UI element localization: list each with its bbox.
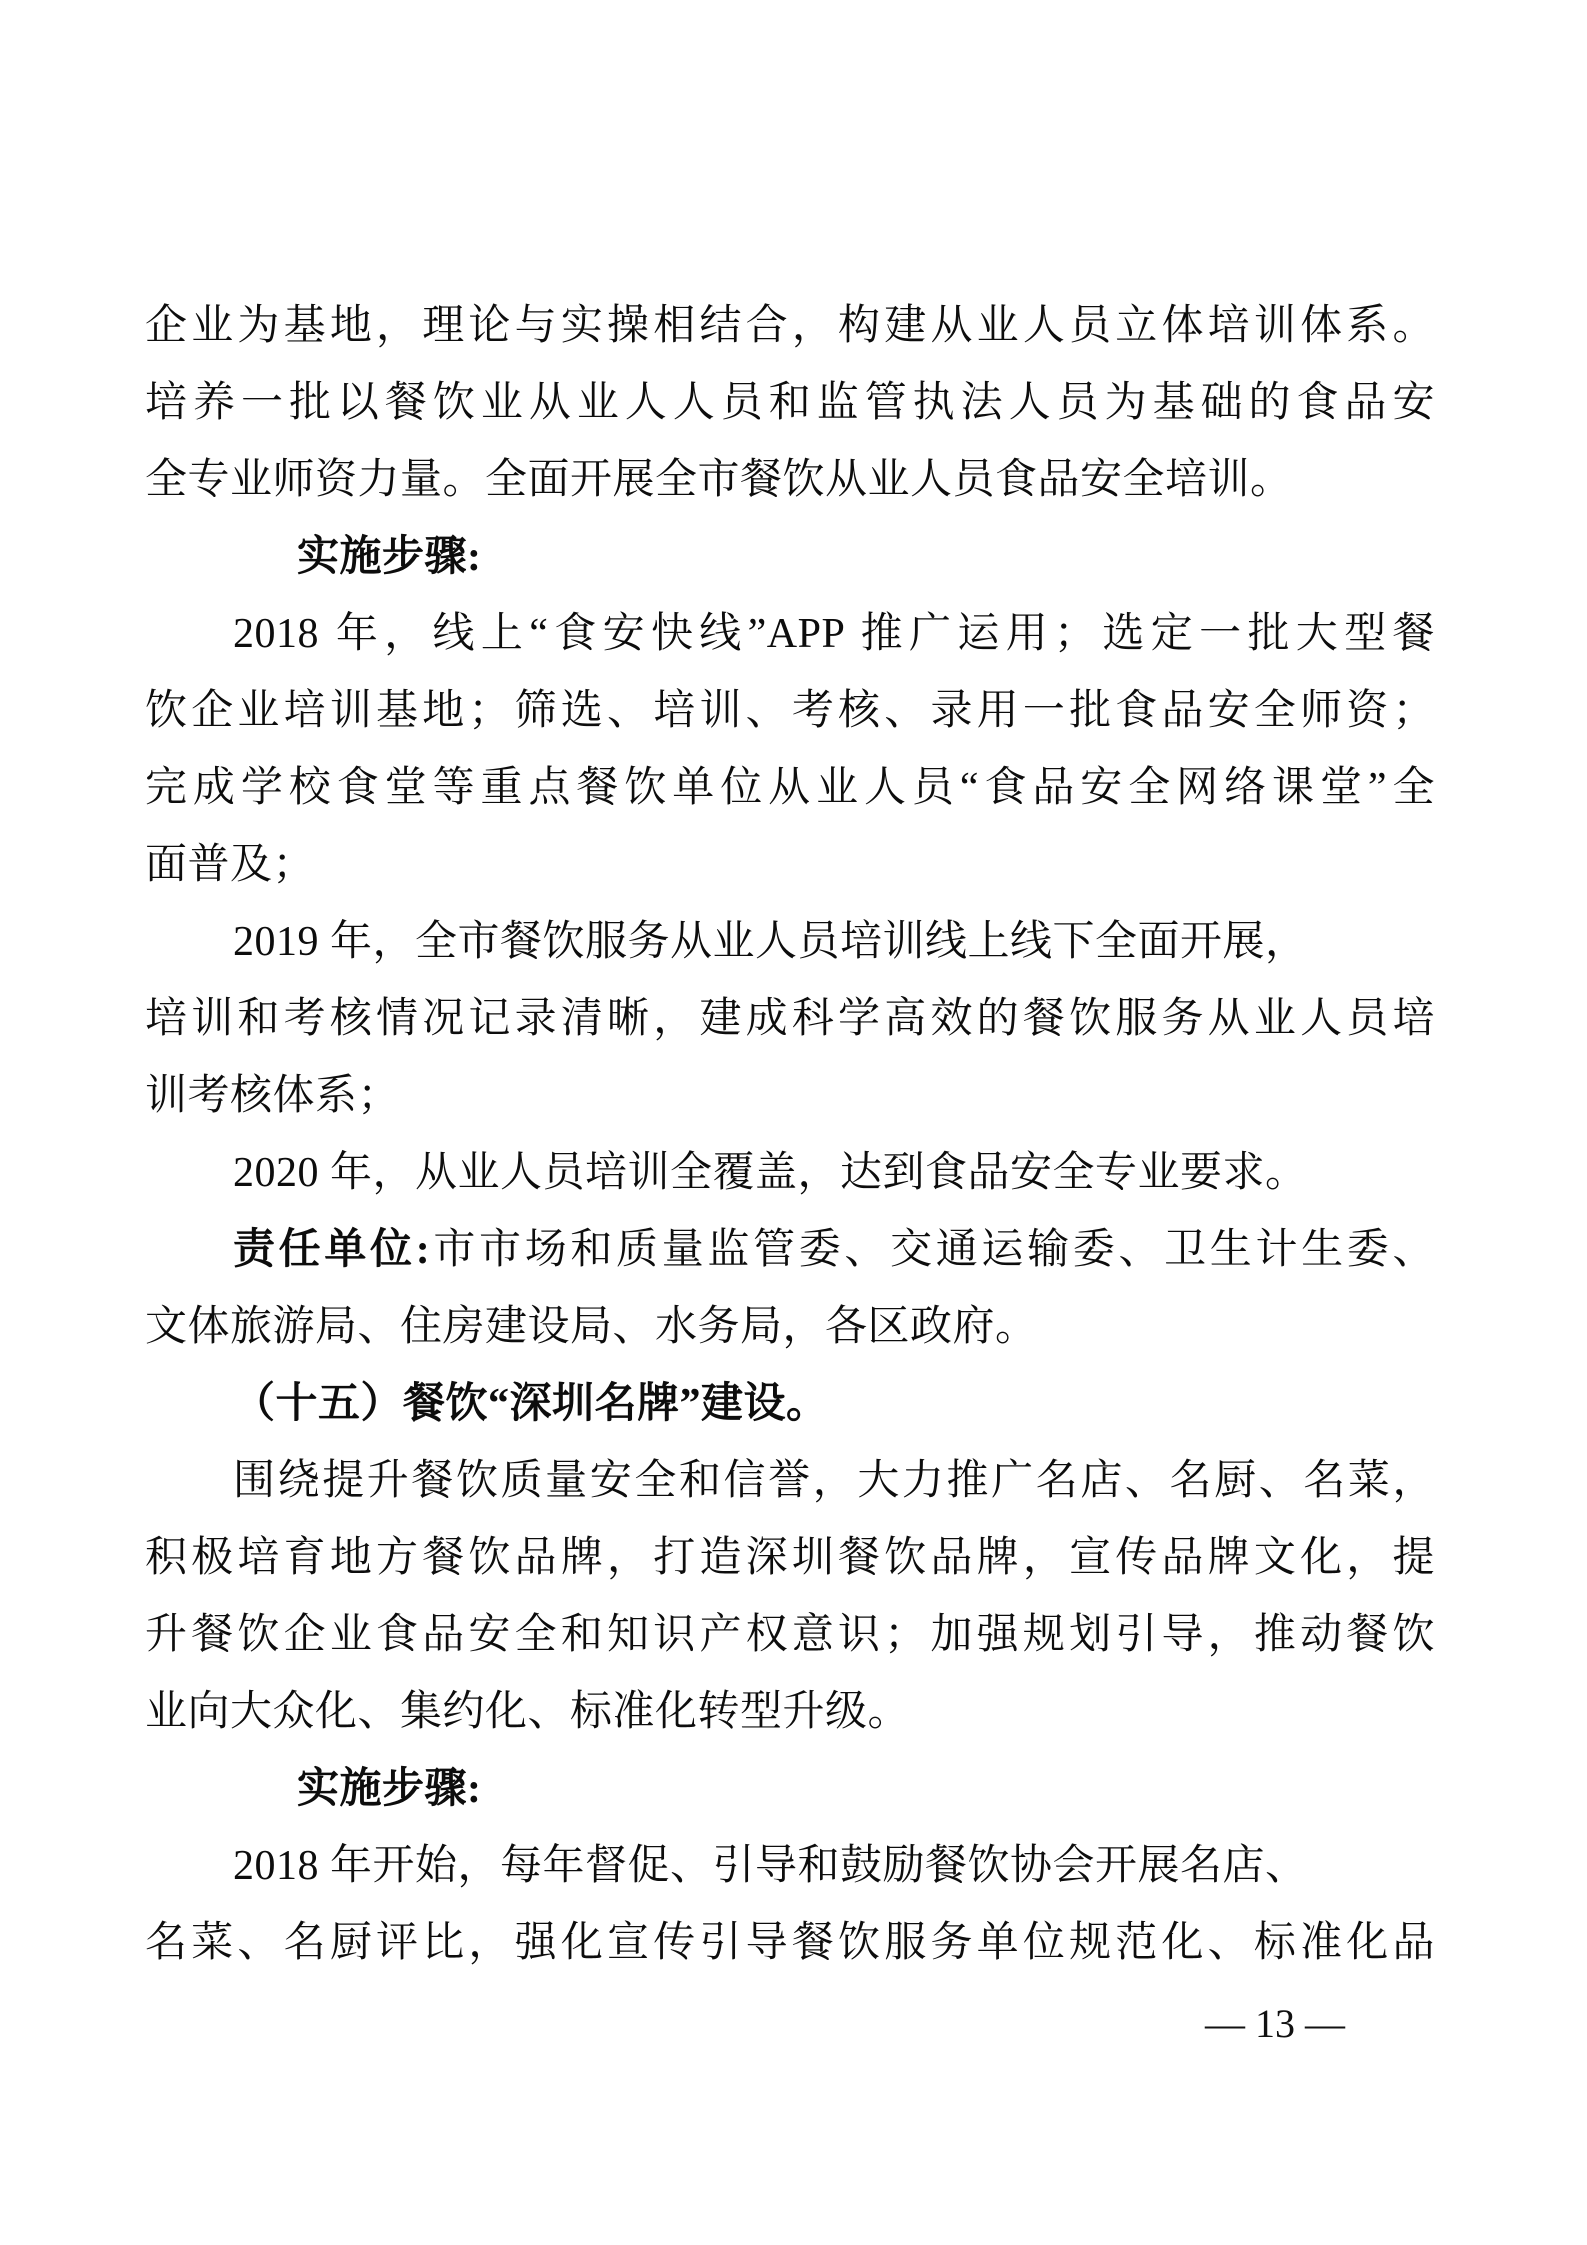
text-run: 业向大众化、集约化、标准化转型升级。 — [145, 1689, 911, 1735]
text-line — [145, 1828, 1435, 1905]
text-line — [145, 750, 1435, 827]
text-run: 2018 年，线上“食安快线”APP 推广运用；选定一批大型餐 — [233, 611, 1435, 657]
text-line — [145, 1443, 1435, 1520]
section-heading-line — [145, 1751, 1435, 1828]
text-run: 2020 年，从业人员培训全覆盖，达到食品安全专业要求。 — [233, 1150, 1308, 1196]
text-line — [145, 1212, 1435, 1289]
page-number: — 13 — — [1205, 2001, 1345, 2046]
text-line — [145, 1135, 1435, 1212]
text-run: 面普及； — [145, 842, 316, 888]
section-heading-line — [145, 519, 1435, 596]
text-run: 围绕提升餐饮质量安全和信誉，大力推广名店、名厨、名菜， — [233, 1458, 1435, 1504]
text-run: 市市场和质量监管委、交通运输委、卫生计生委、 — [430, 1227, 1435, 1273]
text-line — [145, 904, 1435, 981]
bold-text-run: 实施步骤: — [297, 534, 482, 580]
text-line — [145, 1597, 1435, 1674]
text-run: 文体旅游局、住房建设局、水务局，各区政府。 — [145, 1304, 1038, 1350]
bold-text-run: 责任单位: — [233, 1227, 431, 1273]
body-text — [145, 288, 1435, 1982]
text-run: 积极培育地方餐饮品牌，打造深圳餐饮品牌，宣传品牌文化，提 — [145, 1535, 1435, 1581]
text-run: 饮企业培训基地；筛选、培训、考核、录用一批食品安全师资； — [145, 688, 1435, 734]
text-line — [145, 673, 1435, 750]
text-run: 升餐饮企业食品安全和知识产权意识；加强规划引导，推动餐饮 — [145, 1612, 1435, 1658]
text-line — [145, 1289, 1435, 1366]
text-line — [145, 288, 1435, 365]
text-line — [145, 1058, 1435, 1135]
text-line — [145, 365, 1435, 442]
text-line — [145, 1674, 1435, 1751]
text-run: 2018 年开始，每年督促、引导和鼓励餐饮协会开展名店、 — [233, 1843, 1308, 1889]
text-line — [145, 1520, 1435, 1597]
text-line — [145, 1905, 1435, 1982]
text-run: 全专业师资力量。全面开展全市餐饮从业人员食品安全培训。 — [145, 457, 1293, 503]
text-run: 企业为基地，理论与实操相结合，构建从业人员立体培训体系。 — [145, 303, 1435, 349]
text-line — [145, 1366, 1435, 1443]
text-run: 名菜、名厨评比，强化宣传引导餐饮服务单位规范化、标准化品 — [145, 1920, 1435, 1966]
text-line — [145, 596, 1435, 673]
text-run: 训考核体系； — [145, 1073, 401, 1119]
bold-text-run: （十五）餐饮“深圳名牌”建设。 — [233, 1381, 829, 1427]
text-line — [145, 981, 1435, 1058]
text-run: 完成学校食堂等重点餐饮单位从业人员“食品安全网络课堂”全 — [145, 765, 1435, 811]
text-run: 培养一批以餐饮业从业人人员和监管执法人员为基础的食品安 — [145, 380, 1435, 426]
bold-text-run: 实施步骤: — [297, 1766, 482, 1812]
text-run: 培训和考核情况记录清晰，建成科学高效的餐饮服务从业人员培 — [145, 996, 1435, 1042]
text-line — [145, 442, 1435, 519]
text-line — [145, 827, 1435, 904]
text-run: 2019 年，全市餐饮服务从业人员培训线上线下全面开展， — [233, 919, 1308, 965]
